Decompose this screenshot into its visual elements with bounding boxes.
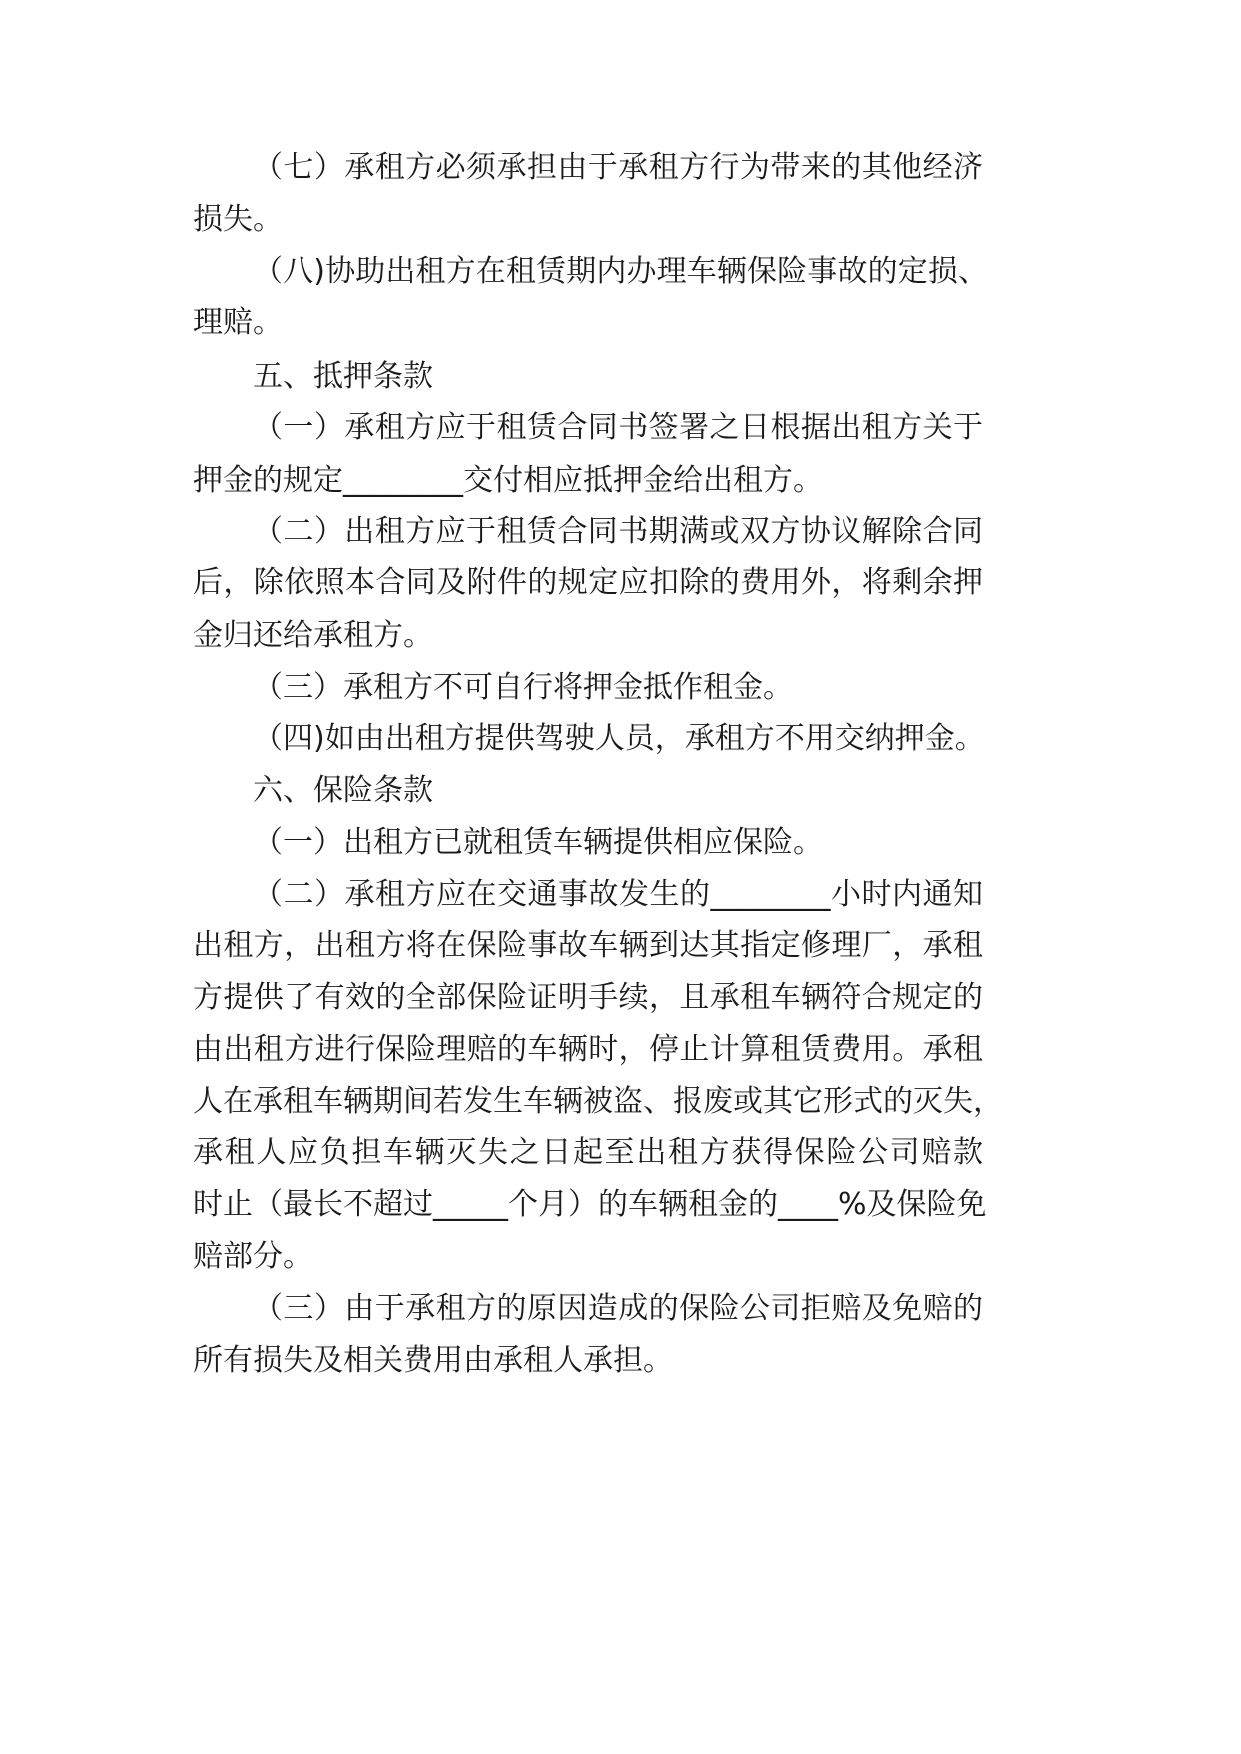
clause-5-2-line-3: 金归还给承租方。: [193, 618, 433, 653]
clause-6-2-line-7: 时止（最长不超过_____个月）的车辆租金的____%及保险免: [193, 1187, 987, 1222]
section-5-heading: 五、抵押条款: [253, 359, 433, 394]
clause-6-3-line-1: （三）由于承租方的原因造成的保险公司拒赔及免赔的: [253, 1291, 983, 1326]
clause-4-8-line-1: （八)协助出租方在租赁期内办理车辆保险事故的定损、: [253, 254, 988, 289]
clause-5-1-line-1: （一）承租方应于租赁合同书签署之日根据出租方关于: [253, 410, 983, 445]
clause-6-1: （一）出租方已就租赁车辆提供相应保险。: [253, 825, 823, 860]
clause-4-7-line-1: （七）承租方必须承担由于承租方行为带来的其他经济: [253, 150, 983, 185]
clause-6-2-line-6: 承租人应负担车辆灭失之日起至出租方获得保险公司赔款: [193, 1135, 983, 1170]
clause-4-8-line-2: 理赔。: [193, 305, 283, 340]
clause-6-2-line-4: 由出租方进行保险理赔的车辆时，停止计算租赁费用。承租: [193, 1032, 983, 1067]
clause-4-7-line-2: 损失。: [193, 202, 283, 237]
clause-6-2-line-1: （二）承租方应在交通事故发生的________小时内通知: [253, 877, 983, 912]
clause-5-3: （三）承租方不可自行将押金抵作租金。: [253, 670, 793, 705]
clause-5-2-line-1: （二）出租方应于租赁合同书期满或双方协议解除合同: [253, 514, 983, 549]
clause-6-2-line-5: 人在承租车辆期间若发生车辆被盗、报废或其它形式的灭失，: [193, 1084, 1003, 1119]
clause-6-2-line-8: 赔部分。: [193, 1239, 313, 1274]
section-6-heading: 六、保险条款: [253, 773, 433, 808]
clause-6-3-line-2: 所有损失及相关费用由承租人承担。: [193, 1343, 673, 1378]
clause-6-2-line-3: 方提供了有效的全部保险证明手续，且承租车辆符合规定的: [193, 980, 983, 1015]
clause-5-1-line-2: 押金的规定________交付相应抵押金给出租方。: [193, 463, 823, 498]
clause-5-2-line-2: 后，除依照本合同及附件的规定应扣除的费用外，将剩余押: [193, 565, 983, 600]
clause-5-4: （四)如由出租方提供驾驶人员，承租方不用交纳押金。: [253, 721, 985, 756]
clause-6-2-line-2: 出租方，出租方将在保险事故车辆到达其指定修理厂，承租: [193, 928, 983, 963]
